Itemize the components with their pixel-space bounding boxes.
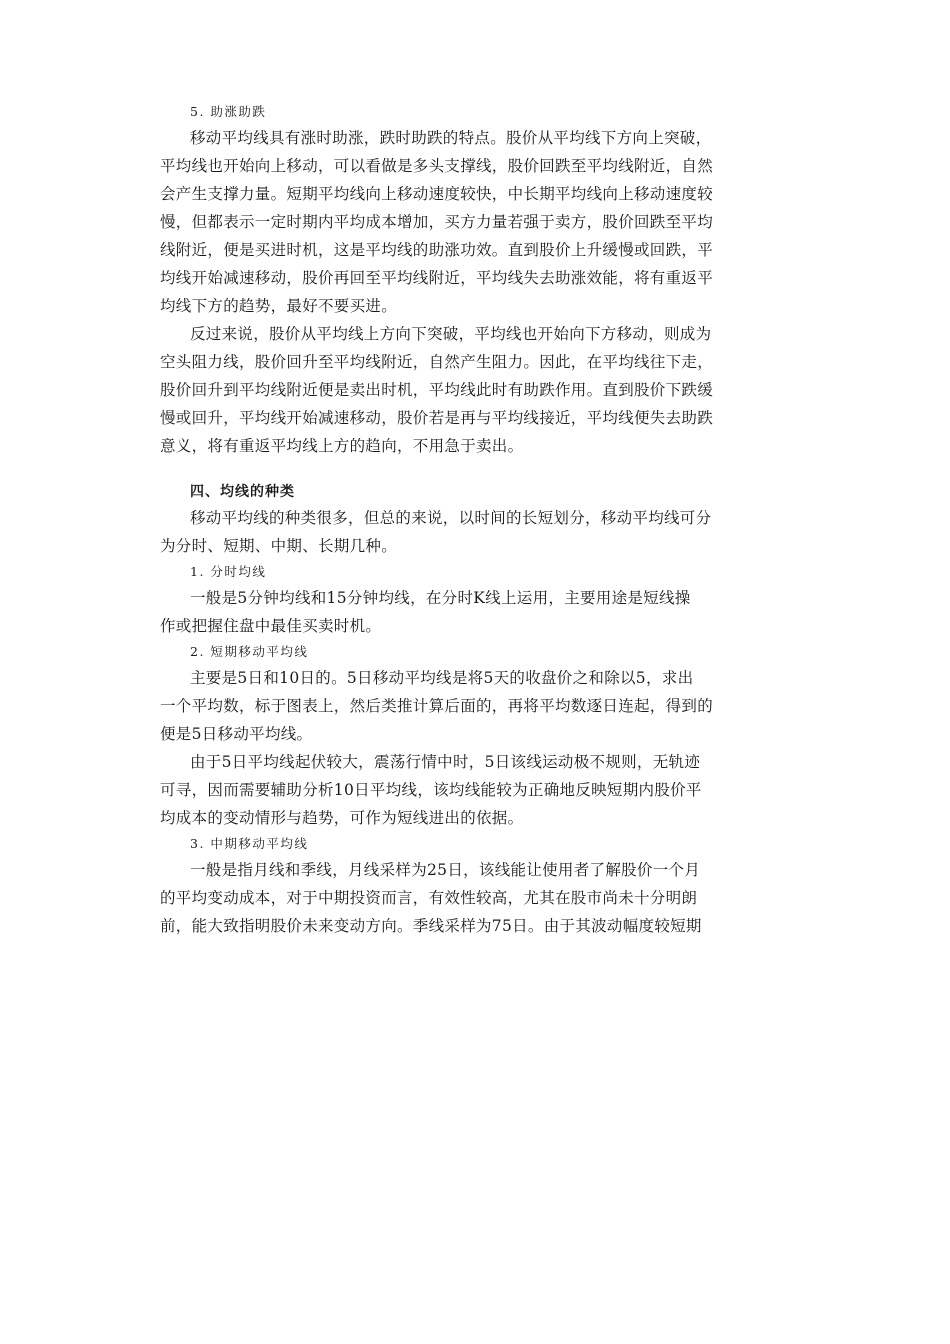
paragraph-line: 慢，但都表示一定时期内平均成本增加，买方力量若强于卖方，股价回跌至平均 xyxy=(160,213,714,231)
paragraph-line: 由于5日平均线起伏较大，震荡行情中时，5日该线运动极不规则，无轨迹 xyxy=(190,753,701,771)
paragraph-line: 均线开始减速移动，股价再回至平均线附近，平均线失去助涨效能，将有重返平 xyxy=(160,269,714,287)
paragraph-line: 为分时、短期、中期、长期几种。 xyxy=(160,537,398,555)
paragraph-line: 股价回升到平均线附近便是卖出时机，平均线此时有助跌作用。直到股价下跌缓 xyxy=(160,381,714,399)
paragraph-line: 线附近，便是买进时机，这是平均线的助涨功效。直到股价上升缓慢或回跌，平 xyxy=(160,241,714,259)
section-heading-4: 四、均线的种类 xyxy=(190,484,295,500)
paragraph-line: 空头阻力线，股价回升至平均线附近，自然产生阻力。因此，在平均线往下走， xyxy=(160,353,714,371)
paragraph-line: 会产生支撑力量。短期平均线向上移动速度较快，中长期平均线向上移动速度较 xyxy=(160,185,714,203)
paragraph-line: 前，能大致指明股价未来变动方向。季线采样为75日。由于其波动幅度较短期 xyxy=(160,917,702,935)
paragraph-line: 作或把握住盘中最佳买卖时机。 xyxy=(160,617,382,635)
paragraph-line: 均成本的变动情形与趋势，可作为短线进出的依据。 xyxy=(160,809,524,827)
subsection-heading-4-3: 3. 中期移动平均线 xyxy=(190,836,309,851)
paragraph-line: 反过来说，股价从平均线上方向下突破，平均线也开始向下方移动，则成为 xyxy=(190,325,712,343)
paragraph-line: 慢或回升，平均线开始减速移动，股价若是再与平均线接近，平均线便失去助跌 xyxy=(160,409,714,427)
subsection-heading-4-1: 1. 分时均线 xyxy=(190,564,267,579)
paragraph-line: 主要是5日和10日的。5日移动平均线是将5天的收盘价之和除以5，求出 xyxy=(190,669,694,687)
subsection-heading-4-2: 2. 短期移动平均线 xyxy=(190,644,309,659)
paragraph-line: 平均线也开始向上移动，可以看做是多头支撑线，股价回跌至平均线附近，自然 xyxy=(160,157,714,175)
paragraph-line: 便是5日移动平均线。 xyxy=(160,725,313,743)
paragraph-line: 一个平均数，标于图表上，然后类推计算后面的，再将平均数逐日连起，得到的 xyxy=(160,697,714,715)
paragraph-line: 一般是5分钟均线和15分钟均线，在分时K线上运用，主要用途是短线操 xyxy=(190,589,691,607)
paragraph-line: 移动平均线的种类很多，但总的来说，以时间的长短划分，移动平均线可分 xyxy=(190,509,712,527)
paragraph-line: 的平均变动成本，对于中期投资而言，有效性较高，尤其在股市尚未十分明朗 xyxy=(160,889,698,907)
paragraph-line: 移动平均线具有涨时助涨，跌时助跌的特点。股价从平均线下方向上突破， xyxy=(190,129,712,147)
paragraph-line: 意义，将有重返平均线上方的趋向，不用急于卖出。 xyxy=(160,437,524,455)
paragraph-line: 可寻，因而需要辅助分析10日平均线，该均线能较为正确地反映短期内股价平 xyxy=(160,781,702,799)
paragraph-line: 一般是指月线和季线，月线采样为25日，该线能让使用者了解股价一个月 xyxy=(190,861,701,879)
paragraph-line: 均线下方的趋势，最好不要买进。 xyxy=(160,297,398,315)
section-heading-5: 5. 助涨助跌 xyxy=(190,104,267,119)
